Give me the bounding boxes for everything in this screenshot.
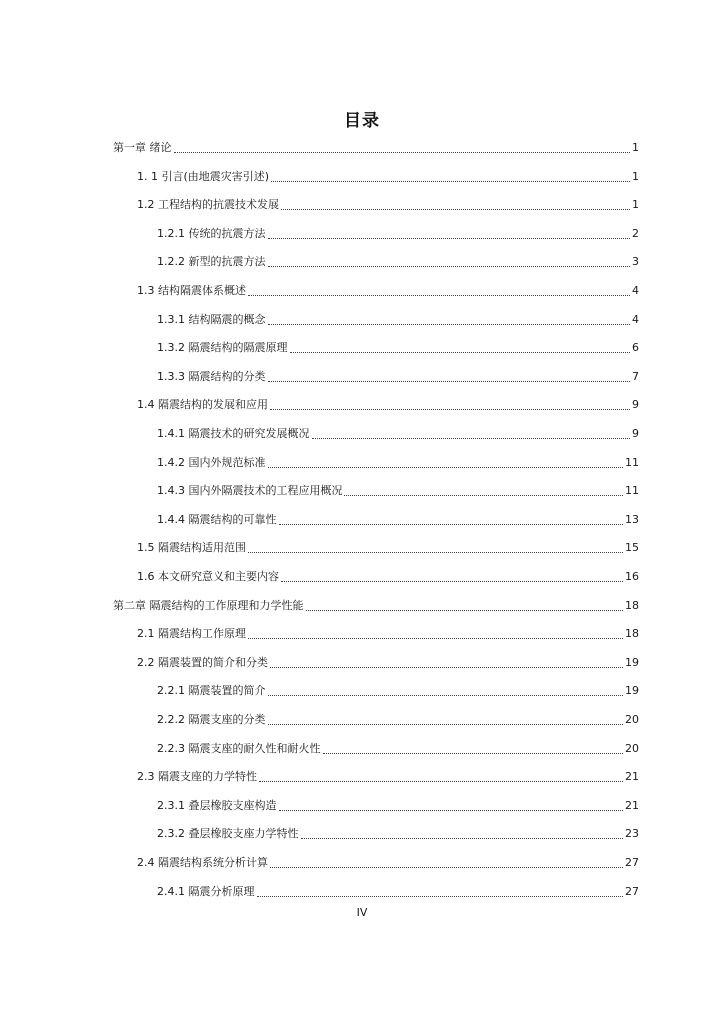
- toc-entry-title: 1.4 隔震结构的发展和应用: [137, 398, 268, 411]
- dot-leader: [257, 896, 624, 897]
- dot-leader: [344, 495, 623, 496]
- toc-entry[interactable]: [137, 624, 639, 644]
- toc-entry-title: 2.2.2 隔震支座的分类: [157, 713, 266, 726]
- toc-entry-page: 15: [625, 541, 639, 554]
- toc-entry-page: 19: [625, 684, 639, 697]
- toc-entry-page: 27: [625, 856, 639, 869]
- toc-title: 目录: [344, 111, 380, 131]
- toc-entry-page: 27: [625, 885, 639, 898]
- toc-entry-title: 1.3.2 隔震结构的隔震原理: [157, 341, 288, 354]
- toc-entry-page: 6: [632, 341, 639, 354]
- toc-entry[interactable]: [137, 281, 639, 301]
- toc-entry-page: 2: [632, 227, 639, 240]
- toc-entry-title: 2.4.1 隔震分析原理: [157, 885, 255, 898]
- toc-entry-title: 第一章 绪论: [113, 141, 172, 154]
- dot-leader: [268, 381, 631, 382]
- dot-leader: [248, 552, 623, 553]
- toc-entry-title: 1.4.4 隔震结构的可靠性: [157, 513, 277, 526]
- toc-entry-page: 1: [632, 170, 639, 183]
- toc-entry[interactable]: [157, 824, 639, 844]
- toc-entry[interactable]: [137, 167, 639, 187]
- toc-entry-title: 2.3.2 叠层橡胶支座力学特性: [157, 827, 299, 840]
- toc-entry-title: 2.4 隔震结构系统分析计算: [137, 856, 268, 869]
- toc-entry[interactable]: [157, 796, 639, 816]
- toc-entry-page: 23: [625, 827, 639, 840]
- dot-leader: [301, 838, 624, 839]
- toc-entry[interactable]: [137, 395, 639, 415]
- dot-leader: [174, 152, 631, 153]
- dot-leader: [281, 581, 623, 582]
- dot-leader: [312, 438, 631, 439]
- toc-entry-page: 9: [632, 427, 639, 440]
- toc-entry-page: 13: [625, 513, 639, 526]
- dot-leader: [281, 209, 630, 210]
- toc-entry-page: 20: [625, 742, 639, 755]
- toc-entry-page: 9: [632, 398, 639, 411]
- dot-leader: [270, 667, 623, 668]
- dot-leader: [268, 324, 631, 325]
- toc-entry[interactable]: [157, 424, 639, 444]
- dot-leader: [268, 467, 624, 468]
- toc-entry-page: 18: [625, 627, 639, 640]
- page-number: IV: [356, 906, 368, 919]
- toc-entry-title: 1.4.3 国内外隔震技术的工程应用概况: [157, 484, 343, 497]
- toc-entry[interactable]: [157, 224, 639, 244]
- dot-leader: [248, 295, 630, 296]
- toc-entry[interactable]: [137, 653, 639, 673]
- dot-leader: [271, 181, 630, 182]
- toc-entry[interactable]: [137, 853, 639, 873]
- toc-entry[interactable]: [157, 882, 639, 902]
- toc-entry-title: 2.3 隔震支座的力学特性: [137, 770, 257, 783]
- toc-entry-title: 1.3 结构隔震体系概述: [137, 284, 246, 297]
- toc-entry[interactable]: [113, 596, 639, 616]
- toc-entry-page: 19: [625, 656, 639, 669]
- toc-entry[interactable]: [157, 481, 639, 501]
- toc-entry-page: 21: [625, 799, 639, 812]
- dot-leader: [306, 610, 624, 611]
- toc-entry-title: 1.4.2 国内外规范标准: [157, 456, 266, 469]
- toc-entry-title: 1.3.1 结构隔震的概念: [157, 313, 266, 326]
- toc-entry[interactable]: [157, 338, 639, 358]
- toc-entry-title: 2.2.3 隔震支座的耐久性和耐火性: [157, 742, 321, 755]
- toc-entry[interactable]: [157, 310, 639, 330]
- dot-leader: [270, 409, 630, 410]
- toc-entry-title: 1.2.1 传统的抗震方法: [157, 227, 266, 240]
- toc-entry[interactable]: [157, 453, 639, 473]
- toc-entry[interactable]: [157, 739, 639, 759]
- toc-entry[interactable]: [157, 681, 639, 701]
- toc-entry-page: 18: [625, 599, 639, 612]
- toc-entry-page: 11: [625, 484, 639, 497]
- toc-entry-page: 1: [632, 141, 639, 154]
- toc-entry-title: 1.2.2 新型的抗震方法: [157, 255, 266, 268]
- dot-leader: [268, 238, 631, 239]
- toc-entry-page: 11: [625, 456, 639, 469]
- toc-entry-title: 1.3.3 隔震结构的分类: [157, 370, 266, 383]
- toc-entry[interactable]: [137, 195, 639, 215]
- toc-entry[interactable]: [157, 252, 639, 272]
- toc-entry-title: 第二章 隔震结构的工作原理和力学性能: [113, 599, 304, 612]
- toc-entry-title: 2.3.1 叠层橡胶支座构造: [157, 799, 277, 812]
- dot-leader: [259, 781, 623, 782]
- toc-entry[interactable]: [157, 710, 639, 730]
- toc-entry-page: 16: [625, 570, 639, 583]
- toc-entry-page: 7: [632, 370, 639, 383]
- toc-entry-title: 2.1 隔震结构工作原理: [137, 627, 246, 640]
- toc-entry-page: 21: [625, 770, 639, 783]
- toc-entry-page: 3: [632, 255, 639, 268]
- toc-entry-title: 1.6 本文研究意义和主要内容: [137, 570, 279, 583]
- toc-entry[interactable]: [137, 567, 639, 587]
- dot-leader: [268, 724, 624, 725]
- dot-leader: [290, 352, 631, 353]
- toc-entry[interactable]: [157, 510, 639, 530]
- toc-entry[interactable]: [137, 538, 639, 558]
- dot-leader: [323, 753, 624, 754]
- toc-entry[interactable]: [157, 367, 639, 387]
- toc-entry-title: 2.2 隔震装置的简介和分类: [137, 656, 268, 669]
- dot-leader: [270, 867, 623, 868]
- dot-leader: [279, 810, 624, 811]
- dot-leader: [248, 638, 623, 639]
- toc-entry-title: 1.2 工程结构的抗震技术发展: [137, 198, 279, 211]
- toc-entry[interactable]: [113, 138, 639, 158]
- dot-leader: [268, 695, 624, 696]
- toc-entry-page: 4: [632, 284, 639, 297]
- toc-entry-page: 20: [625, 713, 639, 726]
- dot-leader: [279, 524, 624, 525]
- toc-entry-title: 1.5 隔震结构适用范围: [137, 541, 246, 554]
- dot-leader: [268, 266, 631, 267]
- toc-entry-title: 1.4.1 隔震技术的研究发展概况: [157, 427, 310, 440]
- toc-entry[interactable]: [137, 767, 639, 787]
- toc-entry-title: 2.2.1 隔震装置的简介: [157, 684, 266, 697]
- toc-entry-page: 1: [632, 198, 639, 211]
- toc-entry-page: 4: [632, 313, 639, 326]
- toc-entry-title: 1. 1 引言(由地震灾害引述): [137, 170, 270, 183]
